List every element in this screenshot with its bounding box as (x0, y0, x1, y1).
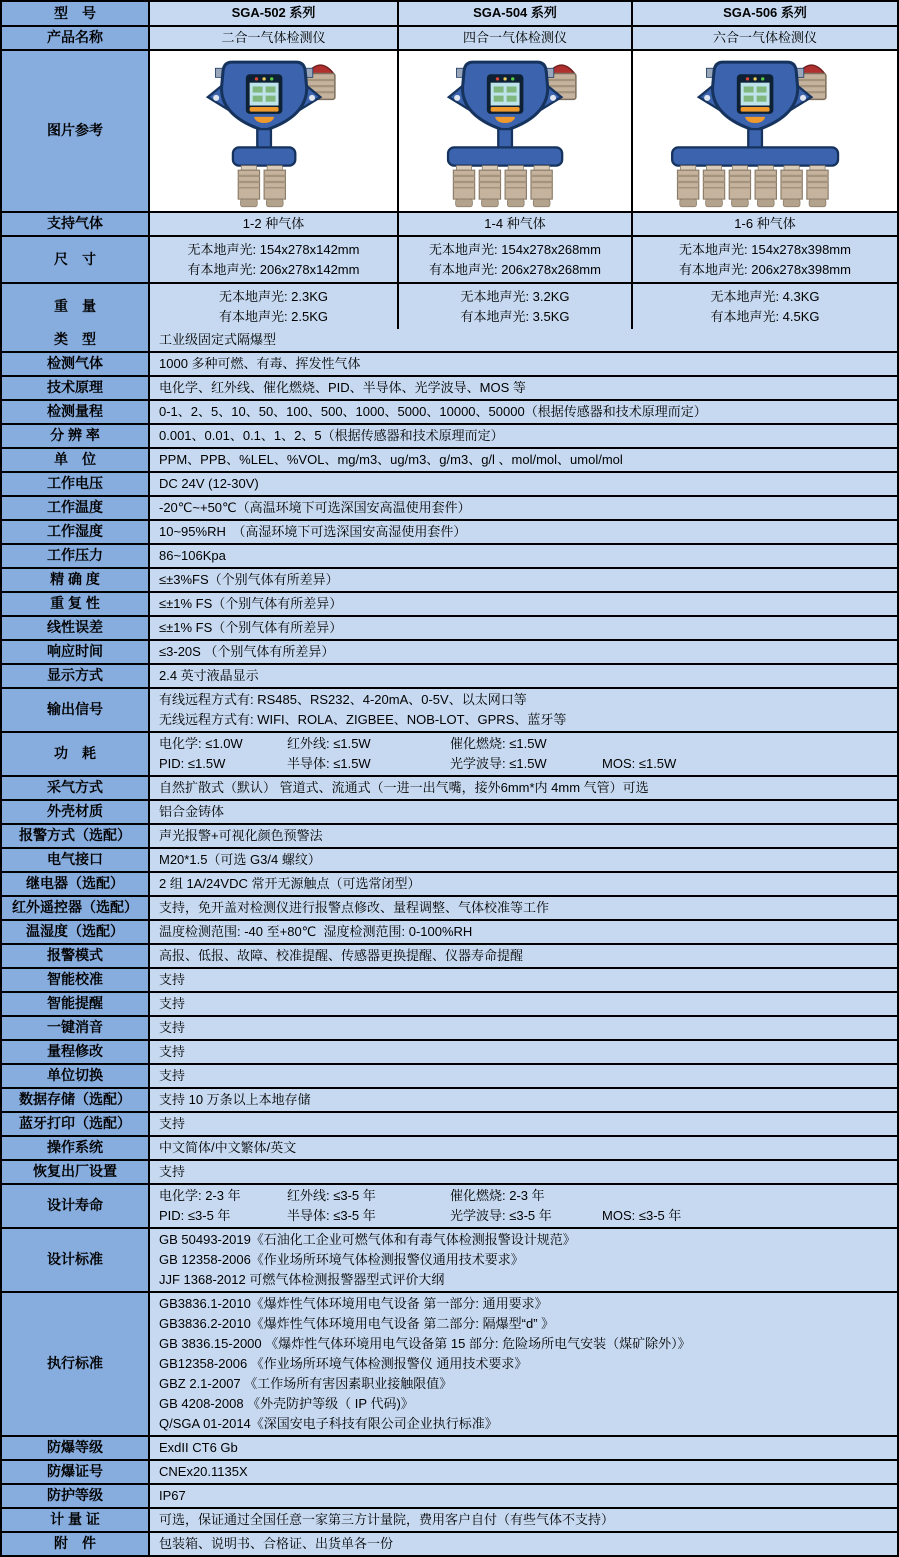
weight-504-with-alarm: 有本地声光: 3.5KG (460, 308, 570, 324)
model-sga-502: SGA-502 系列 (148, 2, 397, 25)
spec-row-label: 报警模式 (2, 945, 148, 967)
spec-value-segment: PID: ≤1.5W (159, 756, 226, 771)
spec-value-segment: 支持 (159, 1068, 186, 1083)
spec-value-line (159, 850, 888, 870)
spec-row-value (148, 377, 897, 399)
spec-value-line (159, 1230, 888, 1250)
spec-row (2, 615, 897, 639)
spec-row-label: 检测气体 (2, 353, 148, 375)
spec-value-line (159, 426, 888, 446)
spec-value-segment: M20*1.5（可选 G3/4 螺纹） (159, 852, 321, 867)
image-row-label: 图片参考 (2, 51, 148, 211)
spec-value-line (159, 1206, 888, 1226)
spec-value-line (159, 1462, 888, 1482)
spec-value-line (159, 874, 888, 894)
spec-rows-container (2, 329, 897, 1555)
spec-row (2, 871, 897, 895)
spec-row-label: 输出信号 (2, 689, 148, 731)
spec-value-segment: 半导体: ≤1.5W (287, 756, 371, 771)
spec-row-label: 报警方式（选配） (2, 825, 148, 847)
spec-value-segment: GB 50493-2019《石油化工企业可燃气体和有毒气体检测报警设计规范》 (159, 1232, 576, 1247)
spec-row-label: 分 辨 率 (2, 425, 148, 447)
spec-row-value (148, 825, 897, 847)
spec-row (2, 351, 897, 375)
spec-value-segment: 支持 10 万条以上本地存储 (159, 1092, 311, 1107)
spec-value-segment: IP67 (159, 1488, 186, 1503)
spec-row-value (148, 777, 897, 799)
spec-value-segment: 支持 (159, 996, 186, 1011)
spec-value-segment: 声光报警+可视化颜色预警法 (159, 828, 323, 843)
size-506 (631, 237, 897, 282)
supported-gas-506: 1-6 种气体 (631, 213, 897, 235)
spec-value-segment: PPM、PPB、%LEL、%VOL、mg/m3、ug/m3、g/m3、g/l 、mol/mol、umol/mol (159, 452, 623, 467)
spec-row-label: 红外遥控器（选配） (2, 897, 148, 919)
spec-value-line (159, 546, 888, 566)
spec-row (2, 447, 897, 471)
product-name-504: 四合一气体检测仪 (397, 27, 631, 49)
spec-value-line (159, 710, 888, 730)
spec-row (2, 775, 897, 799)
spec-value-segment: GBZ 2.1-2007 《工作场所有害因素职业接触限值》 (159, 1376, 453, 1391)
spec-value-segment: GB 12358-2006《作业场所环境气体检测报警仪通用技术要求》 (159, 1252, 524, 1267)
spec-value-segment: 有线远程方式有: RS485、RS232、4-20mA、0-5V、以太网口等 (159, 692, 527, 707)
spec-value-line (159, 1486, 888, 1506)
spec-value-segment: 电化学: ≤1.0W (159, 736, 243, 751)
spec-row-value (148, 593, 897, 615)
spec-row-value (148, 1017, 897, 1039)
size-506-no-alarm: 无本地声光: 154x278x398mm (679, 241, 851, 257)
spec-row-label: 蓝牙打印（选配） (2, 1113, 148, 1135)
spec-row-value (148, 1065, 897, 1087)
spec-row-value (148, 473, 897, 495)
spec-row-value (148, 1461, 897, 1483)
spec-row-label: 工作湿度 (2, 521, 148, 543)
spec-row-value (148, 401, 897, 423)
spec-value-line (159, 1138, 888, 1158)
spec-row (2, 1435, 897, 1459)
spec-value-line (159, 778, 888, 798)
supported-gas-label: 支持气体 (2, 213, 148, 235)
spec-row-value (148, 1089, 897, 1111)
spec-row-label: 工作温度 (2, 497, 148, 519)
spec-value-segment: 光学波导: ≤1.5W (450, 756, 547, 771)
spec-row (2, 639, 897, 663)
weight-504-no-alarm: 无本地声光: 3.2KG (460, 288, 570, 304)
spec-row-label: 智能校准 (2, 969, 148, 991)
spec-row-value (148, 945, 897, 967)
spec-value-segment: ≤3-20S （个别气体有所差异） (159, 644, 335, 659)
spec-value-line (159, 450, 888, 470)
spec-row (2, 943, 897, 967)
spec-row (2, 1087, 897, 1111)
spec-row (2, 423, 897, 447)
spec-row (2, 471, 897, 495)
spec-row-label: 技术原理 (2, 377, 148, 399)
spec-row (2, 1063, 897, 1087)
spec-row-value (148, 921, 897, 943)
spec-row (2, 543, 897, 567)
spec-value-line (159, 666, 888, 686)
spec-value-segment: GB3836.1-2010《爆炸性气体环境用电气设备 第一部分: 通用要求》 (159, 1296, 548, 1311)
spec-value-segment: 支持 (159, 1116, 186, 1131)
spec-row-label: 继电器（选配） (2, 873, 148, 895)
spec-row (2, 495, 897, 519)
spec-row (2, 967, 897, 991)
spec-row (2, 1015, 897, 1039)
spec-value-segment: GB12358-2006 《作业场所环境气体检测报警仪 通用技术要求》 (159, 1356, 528, 1371)
spec-row-value (148, 801, 897, 823)
spec-value-line (159, 1334, 888, 1354)
product-name-502: 二合一气体检测仪 (148, 27, 397, 49)
spec-row-value (148, 1509, 897, 1531)
spec-value-segment: 2.4 英寸液晶显示 (159, 668, 259, 683)
spec-value-segment: 支持 (159, 1020, 186, 1035)
spec-value-line (159, 1354, 888, 1374)
spec-row-value (148, 1113, 897, 1135)
spec-value-segment: GB 4208-2008 《外壳防护等级（ IP 代码)》 (159, 1396, 414, 1411)
spec-row-value (148, 665, 897, 687)
spec-value-line (159, 1270, 888, 1290)
model-row-label: 型 号 (2, 2, 148, 25)
spec-value-line (159, 1186, 888, 1206)
size-504 (397, 237, 631, 282)
spec-row (2, 663, 897, 687)
spec-row-label: 精 确 度 (2, 569, 148, 591)
spec-value-line (159, 1018, 888, 1038)
spec-value-segment: PID: ≤3-5 年 (159, 1208, 231, 1223)
spec-value-segment: 红外线: ≤1.5W (287, 736, 371, 751)
spec-value-line (159, 1090, 888, 1110)
supported-gas-row (2, 211, 897, 235)
size-502-with-alarm: 有本地声光: 206x278x142mm (187, 261, 360, 277)
spec-row-label: 采气方式 (2, 777, 148, 799)
spec-value-segment: 红外线: ≤3-5 年 (287, 1188, 376, 1203)
spec-row-label: 防爆证号 (2, 1461, 148, 1483)
spec-value-line (159, 1438, 888, 1458)
spec-row-value (148, 1485, 897, 1507)
spec-value-segment: ≤±1% FS（个别气体有所差异） (159, 620, 343, 635)
spec-row-value (148, 733, 897, 775)
spec-value-line (159, 378, 888, 398)
spec-value-segment: 包装箱、说明书、合格证、出货单各一份 (159, 1536, 394, 1551)
spec-value-line (159, 522, 888, 542)
gas-detector-illustration (646, 53, 884, 209)
product-image-sga-504 (397, 51, 631, 211)
spec-value-segment: 1000 多种可燃、有毒、挥发性气体 (159, 356, 361, 371)
model-sga-506: SGA-506 系列 (631, 2, 897, 25)
spec-row (2, 823, 897, 847)
weight-506 (631, 284, 897, 329)
spec-value-line (159, 898, 888, 918)
spec-row-label: 类 型 (2, 329, 148, 351)
spec-value-line (159, 618, 888, 638)
spec-value-segment: ≤±1% FS（个别气体有所差异） (159, 596, 343, 611)
spec-value-segment: 催化燃烧: 2-3 年 (450, 1188, 545, 1203)
spec-row-label: 工作压力 (2, 545, 148, 567)
gas-detector-illustration (401, 53, 629, 209)
spec-value-segment: 10~95%RH （高湿环境下可选深国安高湿使用套件） (159, 524, 467, 539)
supported-gas-504: 1-4 种气体 (397, 213, 631, 235)
spec-row (2, 375, 897, 399)
spec-value-segment: GB3836.2-2010《爆炸性气体环境用电气设备 第二部分: 隔爆型“d” 》 (159, 1316, 555, 1331)
spec-row (2, 1507, 897, 1531)
spec-row-label: 响应时间 (2, 641, 148, 663)
spec-row-value (148, 1229, 897, 1291)
size-502 (148, 237, 397, 282)
spec-row-value (148, 641, 897, 663)
spec-row-value (148, 425, 897, 447)
spec-row-value (148, 1041, 897, 1063)
spec-value-segment: JJF 1368-2012 可燃气体检测报警器型式评价大纲 (159, 1272, 445, 1287)
spec-value-segment: 催化燃烧: ≤1.5W (450, 736, 547, 751)
spec-value-line (159, 826, 888, 846)
weight-label: 重 量 (2, 284, 148, 329)
spec-row (2, 1459, 897, 1483)
size-506-with-alarm: 有本地声光: 206x278x398mm (679, 261, 851, 277)
spec-value-segment: 支持 (159, 1044, 186, 1059)
spec-value-line (159, 1294, 888, 1314)
spec-row-value (148, 1533, 897, 1555)
spec-row-value (148, 497, 897, 519)
spec-row-label: 显示方式 (2, 665, 148, 687)
spec-row-label: 计 量 证 (2, 1509, 148, 1531)
spec-row (2, 1291, 897, 1435)
spec-row-value (148, 873, 897, 895)
spec-value-segment: 86~106Kpa (159, 548, 226, 563)
spec-row (2, 329, 897, 351)
spec-row (2, 1183, 897, 1227)
weight-504 (397, 284, 631, 329)
spec-row (2, 919, 897, 943)
size-504-no-alarm: 无本地声光: 154x278x268mm (429, 241, 601, 257)
spec-row (2, 847, 897, 871)
spec-row-value (148, 617, 897, 639)
spec-value-segment: GB 3836.15-2000 《爆炸性气体环境用电气设备第 15 部分: 危险场所电气安装（煤矿除外）》 (159, 1336, 691, 1351)
size-label: 尺 寸 (2, 237, 148, 282)
weight-502-no-alarm: 无本地声光: 2.3KG (218, 288, 329, 304)
spec-row (2, 731, 897, 775)
spec-value-segment: 电化学、红外线、催化燃烧、PID、半导体、光学波导、MOS 等 (159, 380, 526, 395)
spec-value-segment: MOS: ≤1.5W (602, 756, 677, 771)
product-image-sga-502 (148, 51, 397, 211)
spec-row-value (148, 329, 897, 351)
spec-value-segment: MOS: ≤3-5 年 (602, 1208, 682, 1223)
model-sga-504: SGA-504 系列 (397, 2, 631, 25)
spec-row-value (148, 897, 897, 919)
spec-value-segment: 支持 (159, 972, 186, 987)
spec-value-line (159, 1162, 888, 1182)
image-row (2, 49, 897, 211)
spec-row (2, 799, 897, 823)
spec-value-line (159, 734, 888, 754)
weight-502 (148, 284, 397, 329)
spec-value-line (159, 970, 888, 990)
spec-row (2, 519, 897, 543)
size-504-with-alarm: 有本地声光: 206x278x268mm (429, 261, 601, 277)
spec-row-label: 温湿度（选配） (2, 921, 148, 943)
spec-row (2, 399, 897, 423)
spec-row (2, 1227, 897, 1291)
spec-row (2, 1483, 897, 1507)
spec-value-segment: 中文简体/中文繁体/英文 (159, 1140, 297, 1155)
size-502-no-alarm: 无本地声光: 154x278x142mm (187, 241, 360, 257)
supported-gas-502: 1-2 种气体 (148, 213, 397, 235)
spec-value-line (159, 1534, 888, 1554)
spec-value-segment: DC 24V (12-30V) (159, 476, 259, 491)
spec-row-label: 功 耗 (2, 733, 148, 775)
spec-row (2, 1531, 897, 1555)
spec-row-value (148, 993, 897, 1015)
spec-value-segment: ExdII CT6 Gb (159, 1440, 238, 1455)
spec-row (2, 991, 897, 1015)
spec-value-line (159, 642, 888, 662)
product-name-row (2, 25, 897, 49)
spec-row-label: 数据存储（选配） (2, 1089, 148, 1111)
spec-row (2, 1111, 897, 1135)
spec-value-line (159, 1066, 888, 1086)
spec-row-value (148, 849, 897, 871)
weight-506-with-alarm: 有本地声光: 4.5KG (710, 308, 820, 324)
spec-value-segment: -20℃~+50℃（高温环境下可选深国安高温使用套件） (159, 500, 471, 515)
spec-row-value (148, 1137, 897, 1159)
spec-value-segment: 可选，保证通过全国任意一家第三方计量院，费用客户自付（有些气体不支持） (159, 1512, 615, 1527)
spec-row-label: 一键消音 (2, 1017, 148, 1039)
spec-value-line (159, 994, 888, 1014)
spec-value-line (159, 498, 888, 518)
spec-value-line (159, 1250, 888, 1270)
spec-value-line (159, 1314, 888, 1334)
spec-row-label: 防爆等级 (2, 1437, 148, 1459)
spec-row-value (148, 545, 897, 567)
spec-row-value (148, 1293, 897, 1435)
spec-value-line (159, 402, 888, 422)
spec-value-segment: ≤±3%FS（个别气体有所差异） (159, 572, 339, 587)
weight-506-no-alarm: 无本地声光: 4.3KG (710, 288, 820, 304)
spec-row-value (148, 449, 897, 471)
model-row (2, 2, 897, 25)
spec-value-line (159, 354, 888, 374)
spec-row-label: 设计寿命 (2, 1185, 148, 1227)
spec-row-label: 检测量程 (2, 401, 148, 423)
spec-value-segment: 支持，免开盖对检测仪进行报警点修改、量程调整、气体校准等工作 (159, 900, 550, 915)
spec-value-segment: 自然扩散式（默认） 管道式、流通式（一进一出气嘴，接外6mm*内 4mm 气管）可选 (159, 780, 649, 795)
spec-row-label: 重 复 性 (2, 593, 148, 615)
spec-value-line (159, 1042, 888, 1062)
weight-502-with-alarm: 有本地声光: 2.5KG (218, 308, 329, 324)
spec-value-segment: 0-1、2、5、10、50、100、500、1000、5000、10000、50000（根据传感器和技术原理而定） (159, 404, 707, 419)
spec-row-label: 线性误差 (2, 617, 148, 639)
spec-value-segment: 温度检测范围: -40 至+80℃ 湿度检测范围: 0-100%RH (159, 924, 473, 939)
spec-value-line (159, 570, 888, 590)
spec-value-line (159, 1510, 888, 1530)
spec-value-line (159, 690, 888, 710)
spec-value-line (159, 946, 888, 966)
spec-row (2, 591, 897, 615)
spec-value-segment: 光学波导: ≤3-5 年 (450, 1208, 552, 1223)
spec-value-line (159, 594, 888, 614)
spec-row-label: 量程修改 (2, 1041, 148, 1063)
spec-value-segment: 电化学: 2-3 年 (159, 1188, 241, 1203)
spec-row-label: 外壳材质 (2, 801, 148, 823)
spec-row (2, 1159, 897, 1183)
spec-row-value (148, 689, 897, 731)
spec-value-line (159, 1414, 888, 1434)
spec-value-segment: Q/SGA 01-2014《深国安电子科技有限公司企业执行标准》 (159, 1416, 498, 1431)
spec-row-label: 电气接口 (2, 849, 148, 871)
spec-row-value (148, 969, 897, 991)
spec-row (2, 687, 897, 731)
spec-row (2, 1039, 897, 1063)
spec-row-label: 设计标准 (2, 1229, 148, 1291)
spec-value-line (159, 1394, 888, 1414)
spec-value-segment: CNEx20.1135X (159, 1464, 248, 1479)
product-name-label: 产品名称 (2, 27, 148, 49)
spec-row-value (148, 1185, 897, 1227)
spec-row-label: 单位切换 (2, 1065, 148, 1087)
spec-row-label: 防护等级 (2, 1485, 148, 1507)
spec-value-line (159, 330, 888, 350)
size-row (2, 235, 897, 282)
spec-row-label: 恢复出厂设置 (2, 1161, 148, 1183)
gas-detector-illustration (155, 53, 393, 209)
spec-value-segment: 高报、低报、故障、校准提醒、传感器更换提醒、仪器寿命提醒 (159, 948, 524, 963)
spec-row-label: 操作系统 (2, 1137, 148, 1159)
spec-row (2, 895, 897, 919)
spec-row-value (148, 1161, 897, 1183)
spec-value-line (159, 754, 888, 774)
spec-value-line (159, 474, 888, 494)
spec-value-segment: 无线远程方式有: WIFI、ROLA、ZIGBEE、NOB-LOT、GPRS、蓝牙等 (159, 712, 567, 727)
spec-value-segment: 工业级固定式隔爆型 (159, 332, 277, 347)
spec-value-line (159, 1114, 888, 1134)
spec-row (2, 567, 897, 591)
spec-row (2, 1135, 897, 1159)
spec-row-label: 附 件 (2, 1533, 148, 1555)
spec-value-line (159, 1374, 888, 1394)
spec-row-label: 工作电压 (2, 473, 148, 495)
spec-value-segment: 半导体: ≤3-5 年 (287, 1208, 376, 1223)
spec-row-value (148, 569, 897, 591)
spec-value-line (159, 802, 888, 822)
spec-row-value (148, 1437, 897, 1459)
spec-row-value (148, 521, 897, 543)
weight-row (2, 282, 897, 329)
spec-row-label: 单 位 (2, 449, 148, 471)
product-image-sga-506 (631, 51, 897, 211)
spec-value-line (159, 922, 888, 942)
spec-row-label: 执行标准 (2, 1293, 148, 1435)
spec-value-segment: 支持 (159, 1164, 186, 1179)
spec-row-value (148, 353, 897, 375)
spec-value-segment: 铝合金铸体 (159, 804, 225, 819)
product-name-506: 六合一气体检测仪 (631, 27, 897, 49)
spec-value-segment: 2 组 1A/24VDC 常开无源触点（可选常闭型） (159, 876, 421, 891)
spec-value-segment: 0.001、0.01、0.1、1、2、5（根据传感器和技术原理而定） (159, 428, 504, 443)
spec-row-label: 智能提醒 (2, 993, 148, 1015)
